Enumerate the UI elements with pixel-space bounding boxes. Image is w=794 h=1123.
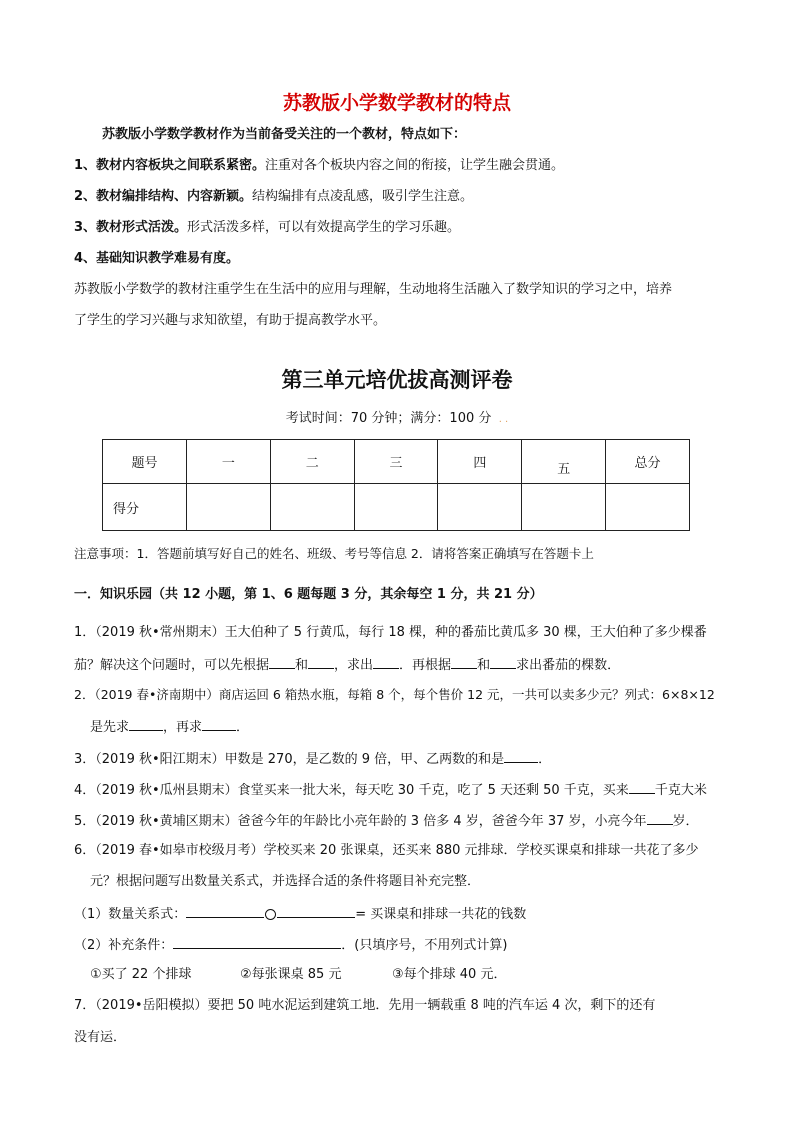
q4-text-a: 4．（2019 秋•瓜州县期末）食堂买来一批大米，每天吃 30 千克，吃了 5 天还剩 50 千克，买来 xyxy=(74,783,629,798)
exam-title: 第三单元培优拔高测评卷 xyxy=(281,367,513,392)
operator-circle-icon[interactable] xyxy=(265,909,276,920)
point-head: 3、教材形式活泼。 xyxy=(74,220,188,235)
q6-sub2-text: ．(只填序号，不用列式计算) xyxy=(341,938,508,953)
q1-blank-4[interactable] xyxy=(451,655,477,669)
score-table xyxy=(102,439,690,531)
q3-blank[interactable] xyxy=(504,749,538,763)
question-4 xyxy=(74,780,707,800)
question-1-line-2 xyxy=(74,655,620,675)
q1-blank-1[interactable] xyxy=(269,655,295,669)
q2-text-c: ． xyxy=(236,720,250,735)
q4-blank[interactable] xyxy=(629,780,655,794)
point-body: 形式活泼多样，可以有效提高学生的学习乐趣。 xyxy=(187,220,461,235)
intro-lead: 苏教版小学数学教材作为当前备受关注的一个教材，特点如下： xyxy=(102,127,467,142)
q4-text-b: 千克大米 xyxy=(654,783,707,798)
question-2-line-1: 2．（2019 春•济南期中）商店运回 6 箱热水瓶，每箱 8 个，每个售价 12 元，一共可以卖多少元？列式：6×8×12 xyxy=(74,687,715,702)
q3-text-b: ． xyxy=(538,752,552,767)
point-head: 2、教材编排结构、内容新颖。 xyxy=(74,189,253,204)
intro-title: 苏教版小学数学教材的特点 xyxy=(282,92,511,114)
intro-summary-line-2: 了学生的学习兴趣与求知欲望，有助于提高教学水平。 xyxy=(74,313,387,328)
q1-text-c: ，求出 xyxy=(334,658,374,673)
score-table-header-cell: 题号 xyxy=(103,440,187,484)
intro-point-4 xyxy=(74,250,239,268)
q2-blank-2[interactable] xyxy=(202,717,236,731)
score-cell-1[interactable] xyxy=(186,484,270,531)
q6-blank-1[interactable] xyxy=(186,904,264,918)
question-1-line-1: 1．（2019 秋•常州期末）王大伯种了 5 行黄瓜，每行 18 棵，种的番茄比黄瓜多 30 棵，王大伯种了多少棵番 xyxy=(74,625,707,640)
question-7-line-1: 7．（2019•岳阳模拟）要把 50 吨水泥运到建筑工地．先用一辆载重 8 吨的汽车运 4 次，剩下的还有 xyxy=(74,998,656,1013)
q2-text-a: 是先求 xyxy=(90,720,130,735)
score-table-header-row xyxy=(103,440,690,484)
intro-summary-line-1: 苏教版小学数学的教材注重学生在生活中的应用与理解，生动地将生活融入了数学知识的学习之中，培养 xyxy=(74,282,673,297)
score-cell-3[interactable] xyxy=(354,484,438,531)
decorative-dots: . . xyxy=(495,414,509,425)
q5-text-a: 5．（2019 秋•黄埔区期末）爸爸今年的年龄比小亮年龄的 3 倍多 4 岁，爸爸今年 37 岁，小亮今年 xyxy=(74,814,647,829)
score-cell-5[interactable] xyxy=(522,484,606,531)
point-body: 结构编排有点凌乱感，吸引学生注意。 xyxy=(252,189,474,204)
score-cell-total[interactable] xyxy=(606,484,690,531)
q5-text-b: 岁． xyxy=(672,814,699,829)
question-3 xyxy=(74,749,551,769)
intro-point-2 xyxy=(74,188,473,206)
point-head: 4、基础知识教学难易有度。 xyxy=(74,251,240,266)
score-cell-2[interactable] xyxy=(270,484,354,531)
q1-text-a: 茄？解决这个问题时，可以先根据 xyxy=(74,658,270,673)
q6-sub2-label: （2）补充条件： xyxy=(74,938,174,953)
question-6-sub-1 xyxy=(74,904,526,924)
question-6-option-3: ③每个排球 40 元． xyxy=(392,967,507,982)
q1-text-b: 和 xyxy=(295,658,309,673)
exam-meta-text: 考试时间：70 分钟；满分：100 分 xyxy=(285,411,492,426)
q1-text-e: 和 xyxy=(477,658,491,673)
question-6-sub-2 xyxy=(74,935,507,955)
q1-text-d: ．再根据 xyxy=(399,658,452,673)
score-table-header-cell: 四 xyxy=(438,440,522,484)
question-6-option-1: ①买了 22 个排球 xyxy=(90,967,192,982)
q1-blank-3[interactable] xyxy=(373,655,399,669)
score-table-header-cell: 二 xyxy=(270,440,354,484)
point-body: 注重对各个板块内容之间的衔接，让学生融会贯通。 xyxy=(265,158,565,173)
q6-blank-3[interactable] xyxy=(173,935,341,949)
q6-sub1-label: （1）数量关系式： xyxy=(74,907,187,922)
question-5 xyxy=(74,811,699,831)
score-cell-4[interactable] xyxy=(438,484,522,531)
score-table-row-label: 得分 xyxy=(103,484,187,531)
q1-text-f: 求出番茄的棵数． xyxy=(516,658,621,673)
intro-point-3 xyxy=(74,219,460,237)
q2-text-b: ，再求 xyxy=(163,720,203,735)
score-table-header-cell: 一 xyxy=(186,440,270,484)
q1-blank-5[interactable] xyxy=(490,655,516,669)
question-2-line-2 xyxy=(90,717,249,737)
question-6-line-1: 6．（2019 春•如皋市校级月考）学校买来 20 张课桌，还买来 880 元排球．学校买课桌和排球一共花了多少 xyxy=(74,843,699,858)
intro-point-1 xyxy=(74,157,564,175)
question-6-line-2: 元？根据问题写出数量关系式，并选择合适的条件将题目补充完整． xyxy=(90,874,481,889)
q6-sub1-text: = 买课桌和排球一共花的钱数 xyxy=(355,907,527,922)
q6-blank-2[interactable] xyxy=(277,904,355,918)
score-table-score-row xyxy=(103,484,690,531)
section-1-heading: 一．知识乐园（共 12 小题，第 1、6 题每题 3 分，其余每空 1 分，共 21 分） xyxy=(74,587,543,602)
point-head: 1、教材内容板块之间联系紧密。 xyxy=(74,158,266,173)
exam-meta xyxy=(0,410,794,429)
score-table-header-cell: 总分 xyxy=(606,440,690,484)
score-table-header-cell: 三 xyxy=(354,440,438,484)
question-7-line-2: 没有运． xyxy=(74,1030,127,1045)
q2-blank-1[interactable] xyxy=(129,717,163,731)
q3-text-a: 3．（2019 秋•阳江期末）甲数是 270，是乙数的 9 倍，甲、乙两数的和是 xyxy=(74,752,505,767)
q5-blank[interactable] xyxy=(647,811,673,825)
q1-blank-2[interactable] xyxy=(308,655,334,669)
question-6-option-2: ②每张课桌 85 元 xyxy=(240,967,342,982)
exam-notice: 注意事项：1．答题前填写好自己的姓名、班级、考号等信息 2．请将答案正确填写在答题卡上 xyxy=(74,546,594,561)
score-table-header-cell: 五 xyxy=(522,440,606,484)
